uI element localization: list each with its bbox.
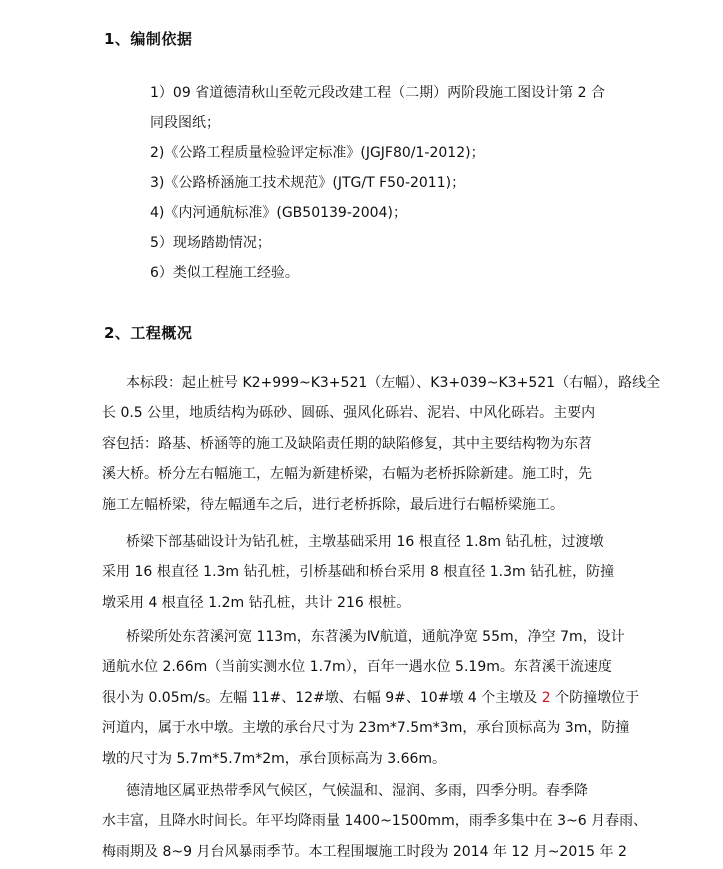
paragraph-climate <box>102 776 660 867</box>
text-line: 桥梁下部基础设计为钻孔桩，主墩基础采用 16 根直径 1.8m 钻孔桩，过渡墩 <box>126 534 604 550</box>
reference-item-continuation: 同段图纸； <box>150 115 220 131</box>
reference-item: 2)《公路工程质量检验评定标准》(JGJF80/1-2012)； <box>150 145 485 161</box>
reference-list <box>150 78 670 288</box>
text-segment: 个防撞墩位于 <box>550 689 640 706</box>
text-line: 墩采用 4 根直径 1.2m 钻孔桩，共计 216 根桩。 <box>102 594 411 611</box>
paragraph-foundation <box>102 527 660 618</box>
reference-item: 1）09 省道德清秋山至乾元段改建工程（二期）两阶段施工图设计第 2 合 <box>150 85 605 101</box>
paragraph-river <box>102 622 660 774</box>
reference-item: 4)《内河通航标准》(GB50139-2004)； <box>150 205 407 221</box>
text-line: 河道内，属于水中墩。主墩的承台尺寸为 23m*7.5m*3m，承台顶标高为 3m，防撞 <box>102 720 630 737</box>
section-heading-basis: 1、编制依据 <box>104 30 193 48</box>
text-line: 墩的尺寸为 5.7m*5.7m*2m，承台顶标高为 3.66m。 <box>102 750 447 767</box>
text-line: 长 0.5 公里，地质结构为砾砂、圆砾、强风化砾岩、泥岩、中风化砾岩。主要内 <box>102 405 596 422</box>
paragraph-scope <box>102 368 660 520</box>
text-line: 桥梁所处东苕溪河宽 113m，东苕溪为Ⅳ航道，通航净宽 55m，净空 7m，设计 <box>126 629 625 645</box>
section-heading-overview: 2、工程概况 <box>104 324 193 342</box>
text-line: 采用 16 根直径 1.3m 钻孔桩，引桥基础和桥台采用 8 根直径 1.3m 钻孔桩，防撞 <box>102 564 615 581</box>
reference-item: 5）现场踏勘情况； <box>150 235 271 251</box>
text-line: 通航水位 2.66m（当前实测水位 1.7m），百年一遇水位 5.19m。东苕溪干流速度 <box>102 659 612 676</box>
text-line: 容包括：路基、桥涵等的施工及缺陷责任期的缺陷修复，其中主要结构物为东苕 <box>102 435 592 452</box>
text-line <box>102 683 660 713</box>
text-line: 施工左幅桥梁，待左幅通车之后，进行老桥拆除，最后进行右幅桥梁施工。 <box>102 496 564 513</box>
reference-item: 3)《公路桥涵施工技术规范》(JTG/T F50-2011)； <box>150 175 466 191</box>
text-segment: 很小为 0.05m/s。左幅 11#、12#墩、右幅 9#、10#墩 4 个主墩及 <box>102 689 542 706</box>
highlighted-number: 2 <box>541 689 551 706</box>
reference-item: 6）类似工程施工经验。 <box>150 265 299 281</box>
text-line: 水丰富，且降水时间长。年平均降雨量 1400~1500mm，雨季多集中在 3~6 月春雨、 <box>102 813 648 830</box>
text-line: 本标段：起止桩号 K2+999~K3+521（左幅）、K3+039~K3+521（右幅），路线全 <box>126 375 661 391</box>
text-line: 德清地区属亚热带季风气候区，气候温和、湿润、多雨，四季分明。春季降 <box>126 783 588 799</box>
text-line: 溪大桥。桥分左右幅施工，左幅为新建桥梁，右幅为老桥拆除新建。施工时，先 <box>102 466 592 483</box>
text-line: 梅雨期及 8~9 月台风暴雨季节。本工程围堰施工时段为 2014 年 12 月~2015 年 2 <box>102 843 627 860</box>
